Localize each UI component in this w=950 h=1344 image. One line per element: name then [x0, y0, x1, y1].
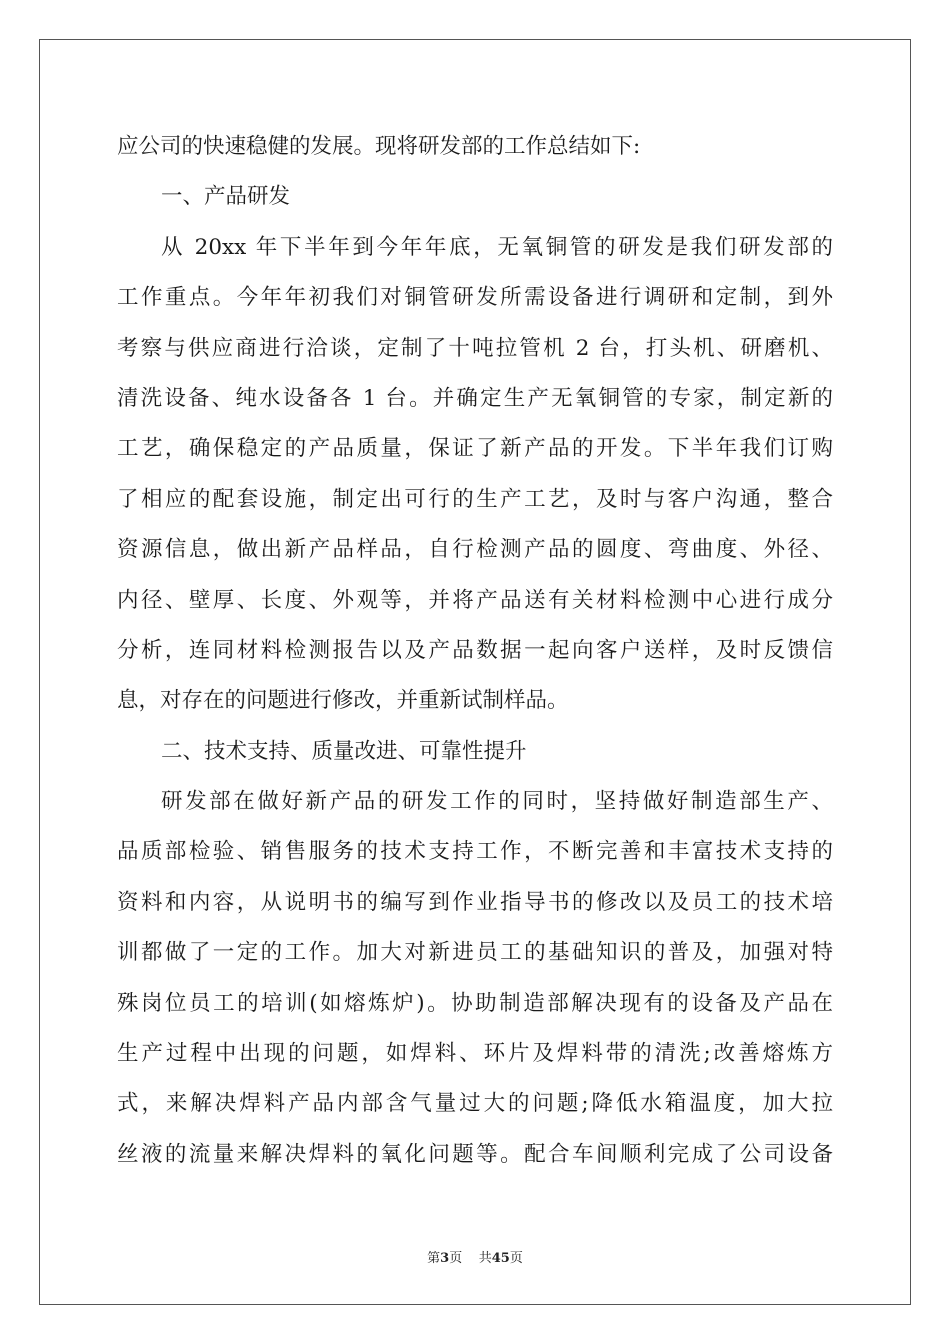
text-line: 从 20xx 年下半年到今年年底，无氧铜管的研发是我们研发部的	[161, 234, 833, 260]
text-line: 生产过程中出现的问题，如焊料、环片及焊料带的清洗;改善熔炼方	[117, 1041, 833, 1067]
text-line: 品质部检验、销售服务的技术支持工作，不断完善和丰富技术支持的	[117, 839, 833, 865]
total-count: 45	[491, 1251, 510, 1266]
text-line: 考察与供应商进行洽谈，定制了十吨拉管机 2 台，打头机、研磨机、	[117, 335, 833, 361]
text-line: 应公司的快速稳健的发展。现将研发部的工作总结如下:	[117, 134, 641, 159]
text-line: 工艺，确保稳定的产品质量，保证了新产品的开发。下半年我们订购	[117, 436, 833, 462]
text-line: 工作重点。今年年初我们对铜管研发所需设备进行调研和定制，到外	[117, 285, 833, 311]
text-line: 清洗设备、纯水设备各 1 台。并确定生产无氧铜管的专家，制定新的	[117, 385, 833, 411]
text-line: 训都做了一定的工作。加大对新进员工的基础知识的普及，加强对特	[117, 940, 833, 966]
total-prefix: 共	[478, 1251, 492, 1266]
text-line: 了相应的配套设施，制定出可行的生产工艺，及时与客户沟通，整合	[117, 486, 833, 512]
text-line: 分析，连同材料检测报告以及产品数据一起向客户送样，及时反馈信	[117, 637, 833, 663]
text-line: 资源信息，做出新产品样品，自行检测产品的圆度、弯曲度、外径、	[117, 537, 833, 563]
total-suffix: 页	[509, 1251, 523, 1266]
document-body	[117, 122, 833, 1180]
page-prefix: 第	[427, 1251, 441, 1266]
text-line: 研发部在做好新产品的研发工作的同时，坚持做好制造部生产、	[161, 789, 833, 815]
text-line: 资料和内容，从说明书的编写到作业指导书的修改以及员工的技术培	[117, 889, 833, 915]
text-line: 殊岗位员工的培训(如熔炼炉)。协助制造部解决现有的设备及产品在	[117, 990, 833, 1016]
section-heading: 二、技术支持、质量改进、可靠性提升	[161, 738, 527, 764]
section-heading: 一、产品研发	[161, 184, 291, 210]
page-number	[427, 1251, 462, 1266]
text-line: 息，对存在的问题进行修改，并重新试制样品。	[117, 688, 569, 714]
page-current: 3	[440, 1251, 450, 1266]
page-total	[479, 1251, 523, 1266]
text-line: 丝液的流量来解决焊料的氧化问题等。配合车间顺利完成了公司设备	[117, 1141, 833, 1167]
text-line: 式，来解决焊料产品内部含气量过大的问题;降低水箱温度，加大拉	[117, 1091, 833, 1117]
page-footer	[0, 1247, 950, 1266]
text-line: 内径、壁厚、长度、外观等，并将产品送有关材料检测中心进行成分	[117, 587, 833, 613]
page-suffix: 页	[449, 1251, 463, 1266]
